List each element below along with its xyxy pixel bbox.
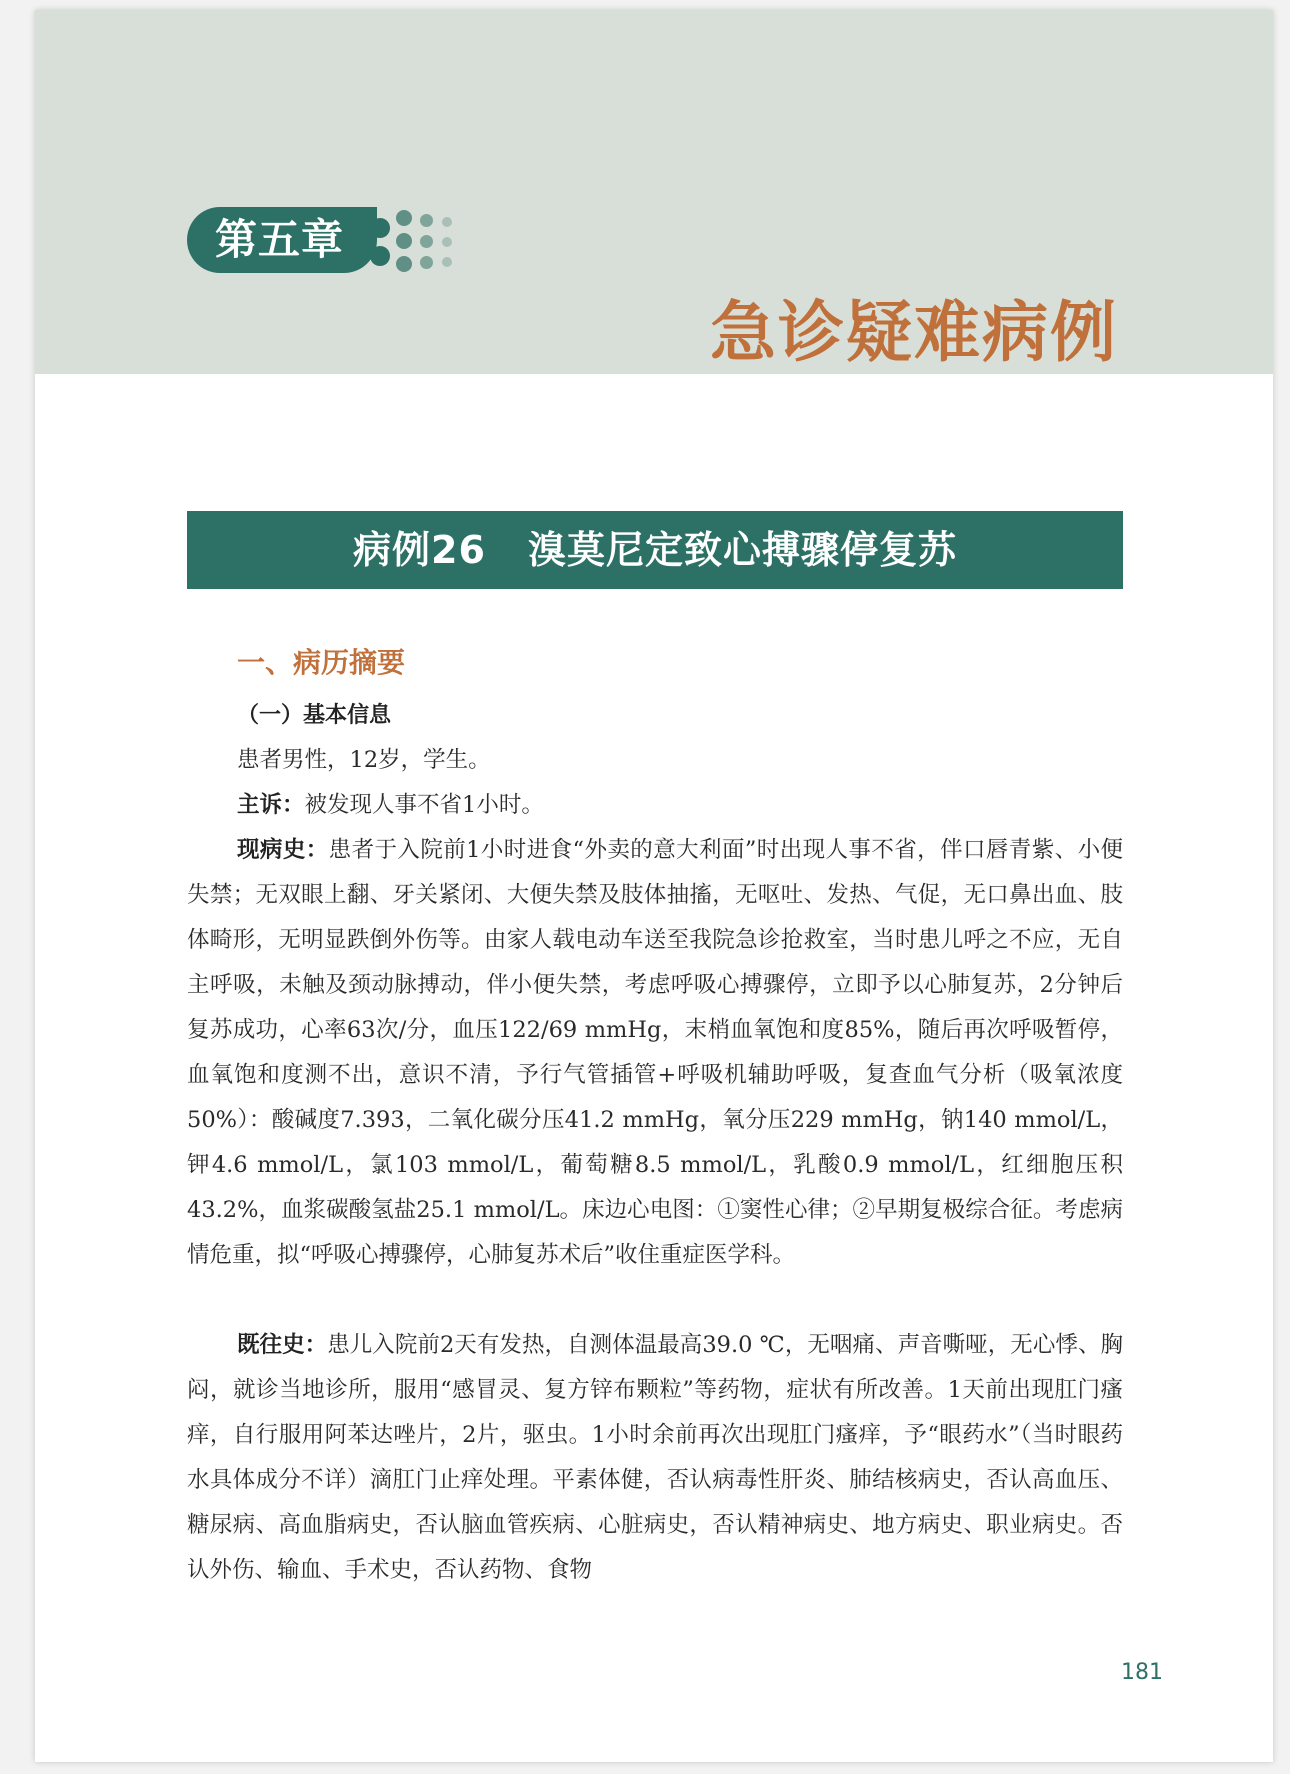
present-illness-text: 患者于入院前1小时进食“外卖的意大利面”时出现人事不省，伴口唇青紫、小便失禁；无双眼上翻、牙关紧闭、大便失禁及肢体抽搐，无呕吐、发热、气促，无口鼻出血、肢体畸形，无明显跌倒外伤等。由家人载电动车送至我院急诊抢救室，当时患儿呼之不应，无自主呼吸，未触及颈动脉搏动，伴小便失禁，考虑呼吸心搏骤停，立即予以心肺复苏，2分钟后复苏成功，心率63次/分，血压122/69 mmHg，末梢血氧饱和度85%，随后再次呼吸暂停，血氧饱和度测不出，意识不清，予行气管插管+呼吸机辅助呼吸，复查血气分析（吸氧浓度50%）：酸碱度7.393，二氧化碳分压41.2 mmHg，氧分压229 mmHg，钠140 mmol/L，钾4.6 mmol/L，氯103 mmol/L，葡萄糖8.5 mmol/L，乳酸0.9 mmol/L，红细胞压积43.2%，血浆碳酸氢盐25.1 mmol/L。床边心电图：①窦性心律；②早期复极综合征。考虑病情危重，拟“呼吸心搏骤停，心肺复苏术后”收住重症医学科。 <box>187 837 1123 1268</box>
basic-info-text: 患者男性，12岁，学生。 <box>237 747 491 773</box>
dot-icon <box>442 257 452 267</box>
dot-icon <box>420 256 433 269</box>
chief-complaint <box>237 783 1123 828</box>
dot-icon <box>442 237 452 247</box>
past-history-label: 既往史： <box>237 1332 328 1358</box>
chief-complaint-text: 被发现人事不省1小时。 <box>304 792 544 818</box>
dot-icon <box>396 210 412 226</box>
dot-icon <box>420 214 433 227</box>
section-heading-summary: 一、病历摘要 <box>237 646 406 679</box>
chapter-title: 急诊疑难病例 <box>710 293 1118 371</box>
dot-icon <box>370 246 390 266</box>
past-history-text: 患儿入院前2天有发热，自测体温最高39.0 ℃，无咽痛、声音嘶哑，无心悸、胸闷，就诊当地诊所，服用“感冒灵、复方锌布颗粒”等药物，症状有所改善。1天前出现肛门瘙痒，自行服用阿苯达唑片，2片，驱虫。1小时余前再次出现肛门瘙痒，予“眼药水”（当时眼药水具体成分不详）滴肛门止痒处理。平素体健，否认病毒性肝炎、肺结核病史，否认高血压、糖尿病、高血脂病史，否认脑血管疾病、心脏病史，否认精神病史、地方病史、职业病史。否认外伤、输血、手术史，否认药物、食物 <box>187 1332 1123 1583</box>
dot-icon <box>420 235 433 248</box>
subheading-basic-info: （一）基本信息 <box>237 703 392 728</box>
present-illness-paragraph <box>187 828 1123 1278</box>
page-number: 181 <box>1121 1660 1163 1685</box>
dot-icon <box>442 217 452 227</box>
present-illness-label: 现病史： <box>237 837 329 863</box>
chapter-label: 第五章 <box>187 207 377 273</box>
case-title-banner <box>187 511 1123 589</box>
case-number: 病例26 <box>353 528 486 572</box>
dot-icon <box>396 256 412 272</box>
decorative-dots-icon <box>370 210 480 274</box>
dot-icon <box>370 218 390 238</box>
chief-complaint-label: 主诉： <box>237 792 305 818</box>
dot-icon <box>396 233 412 249</box>
past-history-paragraph <box>187 1323 1123 1593</box>
chapter-header-band <box>35 10 1273 374</box>
document-page <box>35 10 1273 1762</box>
case-title: 溴莫尼定致心搏骤停复苏 <box>527 528 957 572</box>
